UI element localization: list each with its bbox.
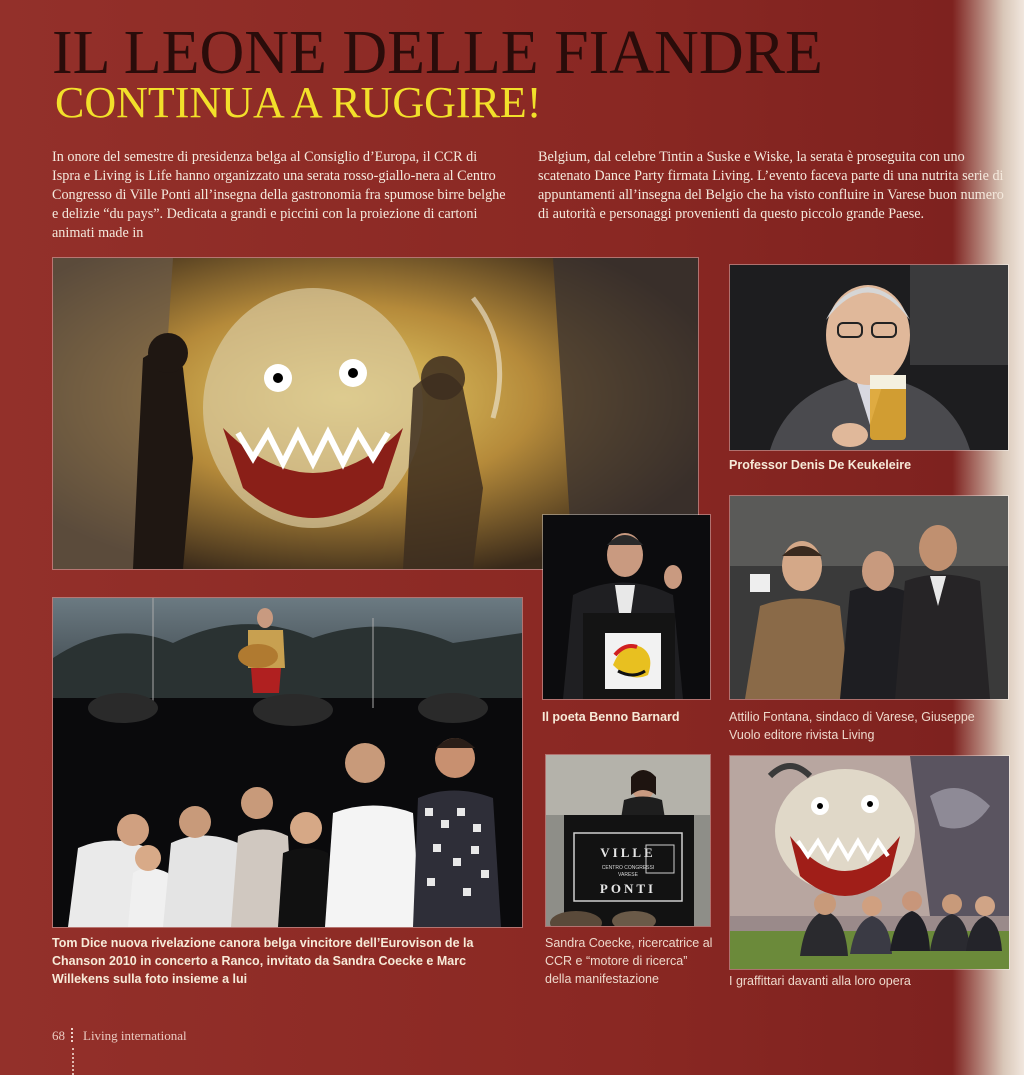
caption-poet: Il poeta Benno Barnard	[542, 710, 680, 724]
caption-mayor-publisher: Attilio Fontana, sindaco di Varese, Giuseppe Vuolo editore rivista Living	[729, 710, 975, 742]
caption-concert-group: Tom Dice nuova rivelazione canora belga vincitore dell’Eurovison de la Chanson 2010 in concerto a Ranco, invitato da Sandra Coecke e Marc Willekens sulla foto insieme a lui	[52, 936, 474, 986]
intro-text-right: Belgium, dal celebre Tintin a Suske e Wiske, la serata è proseguita con uno scatenato Dance Party firmata Living. L’evento faceva parte di una nutrita serie di appuntamenti all’insegna del Belgio che ha visto confluire in Varese buon numero di autorità e personaggi provenienti da questo piccolo grande Paese.	[538, 149, 1004, 222]
footer-dotted-rule	[72, 1048, 76, 1075]
podium-sign-ville: VILLE	[600, 845, 656, 860]
caption-professor: Professor Denis De Keukeleire	[729, 458, 912, 472]
headline: IL LEONE DELLE FIANDRE	[52, 19, 823, 87]
photo-poet	[542, 514, 711, 700]
magazine-name: Living international	[83, 1028, 187, 1043]
footer-separator	[71, 1028, 75, 1042]
podium-sign-ponti: PONTI	[599, 881, 657, 896]
photo-mayor-publisher	[729, 495, 1009, 700]
intro-text-left: In onore del semestre di presidenza belga al Consiglio d’Europa, il CCR di Ispra e Living is Life hanno organizzato una serata rosso-giallo-nera al Centro Congresso di Ville Ponti all’insegna della gastronomia fra spumose birre belghe e delizie “du pays”. Dedicata a grandi e piccini con la proiezione di cartoni animati made in	[52, 149, 506, 241]
photo-graffiti-artists	[729, 755, 1010, 970]
caption-researcher: Sandra Coecke, ricercatrice al CCR e “motore di ricerca” della manifestazione	[545, 936, 713, 986]
photo-researcher	[545, 754, 711, 927]
subheadline: CONTINUA A RUGGIRE!	[55, 78, 542, 127]
podium-sign-centro: CENTRO CONGRESSI	[601, 865, 655, 871]
photo-professor	[729, 264, 1009, 451]
photo-concert-group	[52, 597, 523, 928]
caption-graffiti-artists: I graffittari davanti alla loro opera	[729, 974, 911, 988]
page-footer	[52, 1028, 187, 1044]
podium-sign-varese: VARESE	[618, 872, 638, 878]
page-number: 68	[52, 1028, 65, 1043]
